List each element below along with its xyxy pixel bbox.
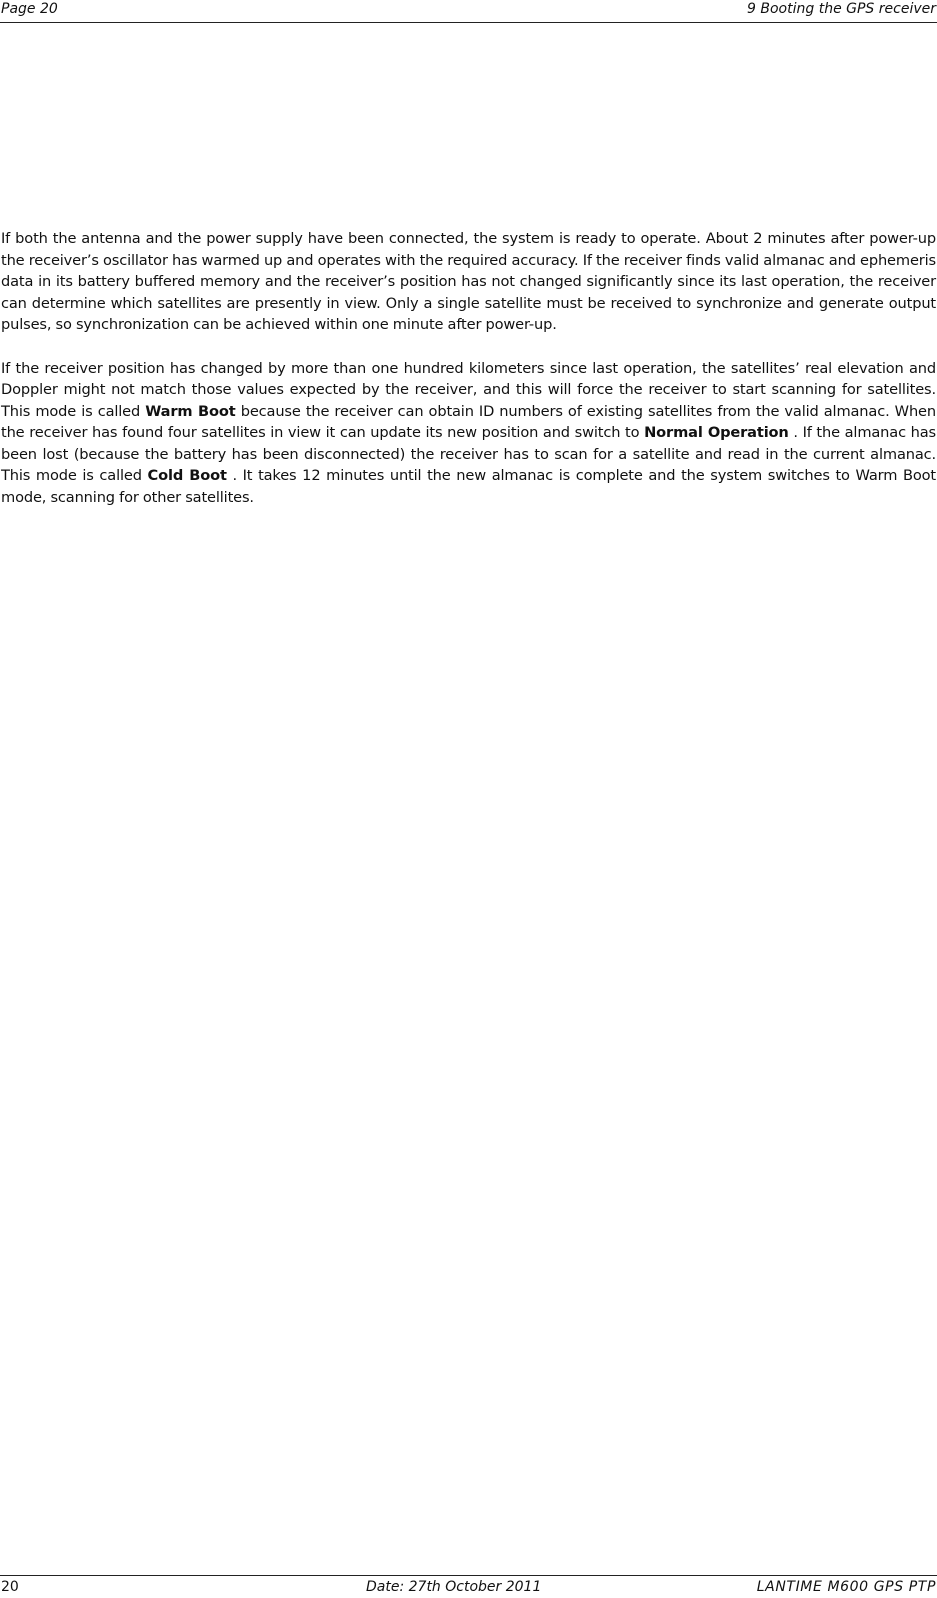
footer-product-name: LANTIME M600 GPS PTP	[756, 1579, 936, 1595]
page-footer	[0, 1575, 937, 1598]
term-normal-operation: Normal Operation	[644, 424, 789, 441]
paragraph-text: . If the almanac has been lost (because the battery has been disconnected) the receiver has to scan for a satellite and read in the current almanac. This mode is called	[1, 424, 937, 484]
paragraph-power-up: If both the antenna and the power supply have been connected, the system is ready to operate. About 2 minutes after power-up the receiver’s oscillator has warmed up and operates with the required accuracy. If the receiver finds valid almanac and ephemeris data in its battery buffered memory and the receiver’s position has not changed significantly since its last operation, the receiver can determine which satellites are presently in view. Only a single satellite must be received to synchronize and generate output pulses, so synchronization can be achieved within one minute after power-up.	[1, 230, 936, 333]
footer-date: Date: 27th October 2011	[366, 1579, 542, 1595]
footer-page-number: 20	[1, 1579, 19, 1595]
paragraph-text: . It takes 12 minutes until the new almanac is complete and the system switches to Warm Boot mode, scanning for other satellites.	[1, 467, 936, 506]
header-section-title: 9 Booting the GPS receiver	[747, 1, 936, 17]
header-page-label: Page 20	[1, 1, 58, 17]
paragraph-text: If the receiver position has changed by more than one hundred kilometers since last operation, the satellites’ real elevation and Doppler might not match those values expected by the receiver, and this will force the receiver to start scanning for satellites. This mode is called	[1, 359, 936, 420]
paragraph-text: because the receiver can obtain ID numbers of existing satellites from the valid almanac. When the receiver has found four satellites in view it can update its new position and switch to	[1, 402, 936, 441]
paragraph-boot-modes	[1, 358, 936, 509]
main-content	[1, 228, 936, 530]
term-cold-boot: Cold Boot	[147, 467, 227, 484]
term-warm-boot: Warm Boot	[145, 402, 236, 420]
page-header	[0, 0, 937, 23]
